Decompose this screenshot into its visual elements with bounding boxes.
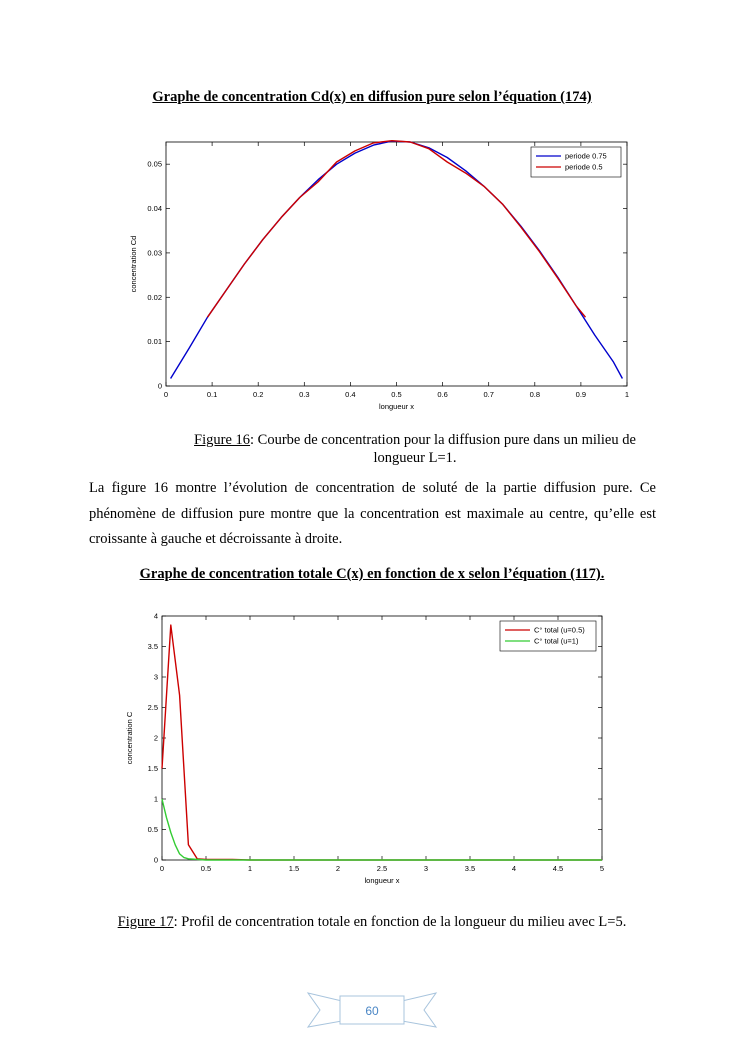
x-tick-label: 3	[423, 864, 429, 873]
legend-label: periode 0.75	[565, 151, 607, 161]
figure-17-caption	[90, 913, 654, 931]
figure-16-label: Figure 16	[194, 432, 251, 448]
y-tick-label: 0.01	[147, 337, 162, 347]
page-number: 60	[365, 1004, 379, 1018]
x-tick-label: 0.3	[299, 390, 310, 399]
legend-label: C° total (u=1)	[534, 636, 579, 646]
x-tick-label: 4.5	[552, 864, 564, 873]
x-tick-label: 0	[159, 864, 165, 873]
x-axis-label: longueur x	[378, 402, 415, 411]
x-tick-label: 1	[624, 390, 630, 399]
y-tick-label: 0.03	[147, 248, 162, 258]
y-axis-label: concentration C	[125, 711, 134, 765]
x-tick-label: 0.5	[391, 390, 402, 399]
y-tick-label: 2	[153, 733, 158, 743]
x-tick-label: 0.7	[483, 390, 494, 399]
y-tick-label: 1.5	[147, 764, 158, 773]
y-tick-label: 0.05	[147, 159, 162, 169]
heading-graph-cd: Graphe de concentration Cd(x) en diffusion pure selon l’équation (174)	[152, 89, 592, 105]
figure-16-text: : Courbe de concentration pour la diffusion pure dans un milieu de longueur L=1.	[250, 432, 636, 466]
y-tick-label: 4	[153, 611, 158, 621]
x-tick-label: 0.4	[345, 390, 356, 399]
ribbon-left-tail	[308, 993, 342, 1027]
y-tick-label: 3.5	[147, 642, 158, 651]
figure-17-text: : Profil de concentration totale en fonction de la longueur du milieu avec L=5.	[173, 914, 627, 930]
figure-17-label: Figure 17	[117, 914, 174, 930]
y-tick-label: 0.04	[147, 204, 162, 214]
x-tick-label: 0.6	[437, 390, 448, 399]
y-tick-label: 0.5	[147, 825, 158, 834]
x-tick-label: 0.8	[529, 390, 541, 399]
y-tick-label: 0	[157, 381, 162, 391]
x-axis-label: longueur x	[364, 876, 400, 885]
x-tick-label: 0.5	[200, 864, 212, 873]
x-tick-label: 5	[599, 864, 605, 873]
x-tick-label: 0.1	[206, 390, 218, 399]
y-tick-label: 3	[153, 672, 158, 682]
body-paragraph: La figure 16 montre l’évolution de concentration de soluté de la partie diffusion pure. Ce phénomène de diffusion pure montre que la concentration est maximale au centre, qu’elle est croissante à gauche et décroissante à droite.	[89, 480, 656, 547]
x-tick-label: 2	[335, 864, 341, 873]
x-tick-label: 0.2	[252, 390, 264, 399]
x-tick-label: 1	[247, 864, 253, 873]
page-number-ribbon	[306, 990, 438, 1030]
y-tick-label: 0	[153, 855, 158, 865]
x-tick-label: 2.5	[376, 864, 388, 873]
y-tick-label: 2.5	[147, 703, 158, 712]
x-tick-label: 4	[511, 864, 517, 873]
y-axis-label: concentration Cd	[129, 235, 138, 293]
x-tick-label: 0.9	[575, 390, 587, 399]
plot-frame	[162, 616, 602, 860]
ribbon-right-tail	[402, 993, 436, 1027]
legend-label: C° total (u=0.5)	[534, 625, 585, 635]
x-tick-label: 1.5	[288, 864, 300, 873]
x-tick-label: 0	[163, 390, 169, 399]
y-tick-label: 1	[153, 794, 158, 804]
y-tick-label: 0.02	[147, 292, 162, 302]
legend-label: periode 0.5	[565, 162, 603, 172]
x-tick-label: 3.5	[464, 864, 476, 873]
heading-graph-ctotal: Graphe de concentration totale C(x) en fonction de x selon l’équation (117).	[139, 566, 605, 582]
